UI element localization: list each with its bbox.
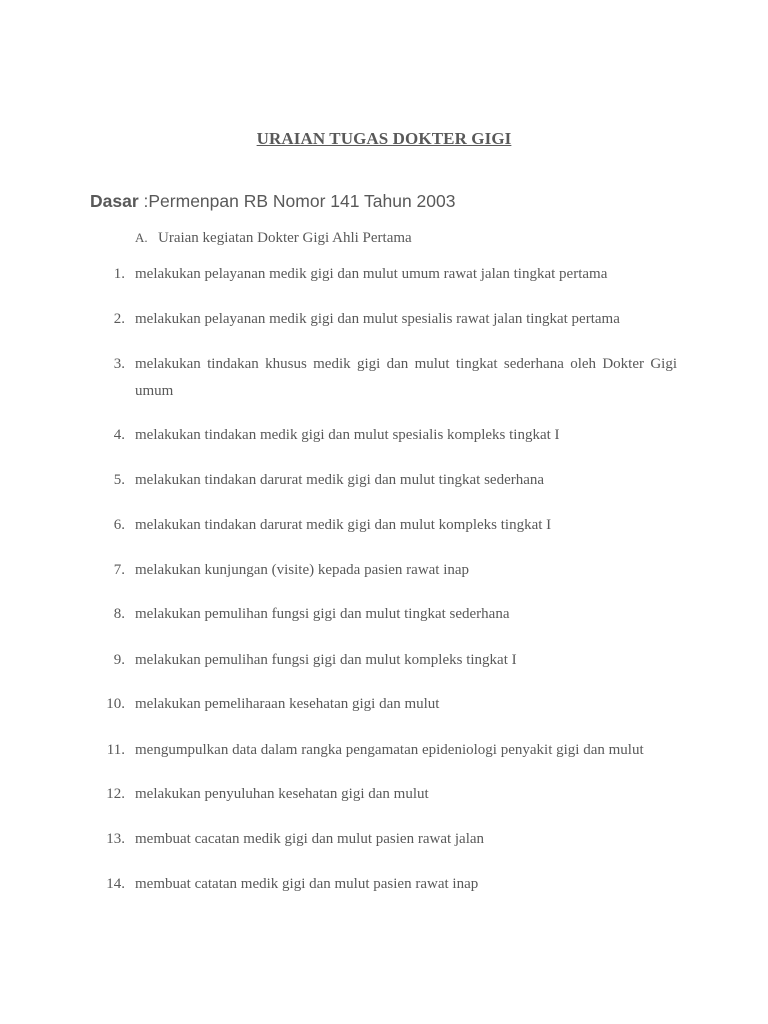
item-text: melakukan pelayanan medik gigi dan mulut umum rawat jalan tingkat pertama xyxy=(135,266,608,282)
item-number: 1. xyxy=(113,266,125,282)
list-item xyxy=(100,691,677,718)
item-number: 2. xyxy=(113,311,125,327)
list-item xyxy=(100,261,677,288)
list-item xyxy=(100,422,677,449)
item-text: melakukan tindakan khusus medik gigi dan mulut tingkat sederhana oleh Dokter Gigi umum xyxy=(135,356,677,399)
section-title: Uraian kegiatan Dokter Gigi Ahli Pertama xyxy=(158,230,412,246)
section-heading xyxy=(135,230,412,247)
list-item xyxy=(100,871,677,898)
item-number: 10. xyxy=(106,696,125,712)
dasar-value: :Permenpan RB Nomor 141 Tahun 2003 xyxy=(143,191,456,211)
list-item xyxy=(100,557,677,584)
list-item xyxy=(100,467,677,494)
item-text: melakukan pemeliharaan kesehatan gigi dan mulut xyxy=(135,696,440,712)
item-text: melakukan tindakan darurat medik gigi dan mulut tingkat sederhana xyxy=(135,472,545,488)
item-number: 12. xyxy=(106,786,125,802)
list-item xyxy=(100,512,677,539)
item-text: membuat catatan medik gigi dan mulut pasien rawat inap xyxy=(135,876,479,892)
item-text: melakukan kunjungan (visite) kepada pasien rawat inap xyxy=(135,562,470,578)
item-text: melakukan tindakan medik gigi dan mulut spesialis kompleks tingkat I xyxy=(135,427,560,443)
section-letter: A. xyxy=(135,230,148,245)
item-number: 14. xyxy=(106,876,125,892)
list-item xyxy=(100,737,677,764)
item-text: membuat cacatan medik gigi dan mulut pasien rawat jalan xyxy=(135,831,485,847)
item-number: 7. xyxy=(113,562,125,578)
item-number: 11. xyxy=(106,742,125,758)
item-text: melakukan tindakan darurat medik gigi dan mulut kompleks tingkat I xyxy=(135,517,552,533)
page-title: URAIAN TUGAS DOKTER GIGI xyxy=(256,129,512,148)
list-item xyxy=(100,351,677,405)
item-number: 6. xyxy=(113,517,125,533)
dasar-label: Dasar xyxy=(90,191,144,211)
item-text: melakukan pemulihan fungsi gigi dan mulut kompleks tingkat I xyxy=(135,652,517,668)
item-text: melakukan penyuluhan kesehatan gigi dan mulut xyxy=(135,786,429,802)
list-item xyxy=(100,781,677,808)
item-text: melakukan pemulihan fungsi gigi dan mulut tingkat sederhana xyxy=(135,606,510,622)
item-number: 5. xyxy=(113,472,125,488)
item-number: 3. xyxy=(113,356,125,372)
item-number: 8. xyxy=(113,606,125,622)
list-item xyxy=(100,826,677,853)
item-number: 9. xyxy=(113,652,125,668)
item-text: mengumpulkan data dalam rangka pengamatan epideniologi penyakit gigi dan mulut xyxy=(135,742,644,758)
dasar-line xyxy=(90,191,455,212)
item-text: melakukan pelayanan medik gigi dan mulut spesialis rawat jalan tingkat pertama xyxy=(135,311,620,327)
list-item xyxy=(100,647,677,674)
list-item xyxy=(100,306,677,333)
item-number: 13. xyxy=(106,831,125,847)
item-number: 4. xyxy=(113,427,125,443)
list-item xyxy=(100,601,677,628)
